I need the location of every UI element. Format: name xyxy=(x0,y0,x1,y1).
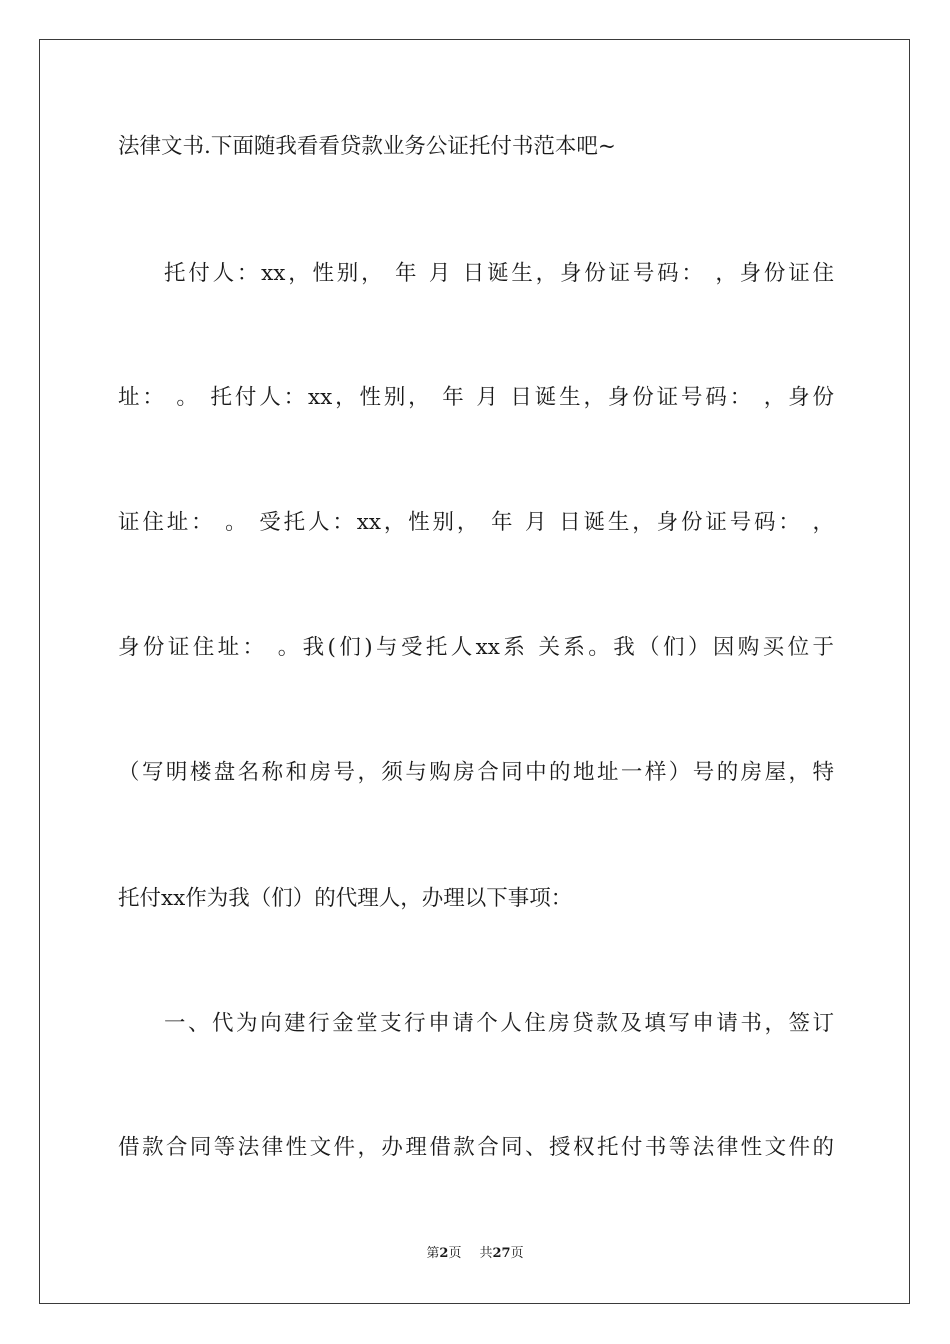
text-line-7: 托付xx作为我（们）的代理人，办理以下事项： xyxy=(118,886,573,911)
footer-total-prefix: 共 xyxy=(479,1246,493,1261)
text-line-8: 一、代为向建行金堂支行申请个人住房贷款及填写申请书，签订 xyxy=(164,1011,834,1036)
text-line-6: （写明楼盘名称和房号，须与购房合同中的地址一样）号的房屋，特 xyxy=(118,760,834,785)
footer-page-suffix: 页 xyxy=(448,1246,462,1261)
footer-page-prefix: 第 xyxy=(426,1246,440,1261)
text-line-3: 址： 。 托付人：xx，性别， 年 月 日诞生，身份证号码： ，身份 xyxy=(118,385,834,410)
footer-page-number: 2 xyxy=(439,1246,449,1261)
page-border xyxy=(39,39,910,1304)
text-line-2: 托付人：xx，性别， 年 月 日诞生，身份证号码： ，身份证住 xyxy=(164,261,834,286)
text-line-9: 借款合同等法律性文件，办理借款合同、授权托付书等法律性文件的 xyxy=(118,1135,834,1160)
text-line-5: 身份证住址： 。我(们)与受托人xx系 关系。我（们）因购买位于 xyxy=(118,635,834,660)
text-line-1: 法律文书.下面随我看看贷款业务公证托付书范本吧~ xyxy=(118,134,616,159)
text-line-4: 证住址： 。 受托人：xx，性别， 年 月 日诞生，身份证号码： ， xyxy=(118,510,834,535)
footer-total-pages: 27 xyxy=(492,1246,511,1261)
footer-total-suffix: 页 xyxy=(510,1246,524,1261)
page-footer xyxy=(0,1244,950,1264)
